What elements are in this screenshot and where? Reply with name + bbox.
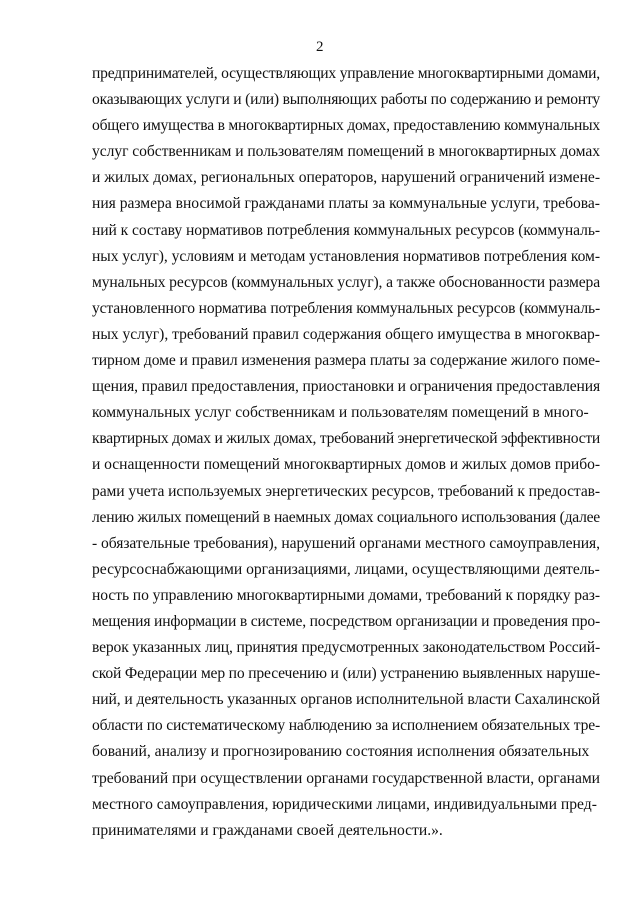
text-line: общего имущества в многоквартирных домах, предоставлению коммунальных	[92, 117, 601, 135]
text-line: и оснащенности помещений многоквартирных домов и жилых домов прибо-	[92, 456, 600, 474]
text-line: и жилых домах, региональных операторов, нарушений ограничений измене-	[92, 169, 600, 187]
text-line: квартирных домах и жилых домах, требований энергетической эффективности	[92, 430, 600, 448]
text-line: ресурсоснабжающими организациями, лицами, осуществляющими деятель-	[92, 560, 600, 578]
text-line: мещения информации в системе, посредством организации и проведения про-	[92, 612, 600, 630]
body-paragraph	[92, 61, 600, 844]
text-line: оказывающих услуги и (или) выполняющих работы по содержанию и ремонту	[92, 91, 600, 109]
text-line: требований при осуществлении органами государственной власти, органами	[92, 769, 600, 787]
text-line: ний, и деятельность указанных органов исполнительной власти Сахалинской	[92, 691, 600, 709]
text-line: ской Федерации мер по пресечению и (или) устранению выявленных наруше-	[92, 665, 600, 683]
text-line: местного самоуправления, юридическими лицами, индивидуальными пред-	[92, 795, 597, 813]
page-number: 2	[316, 39, 324, 55]
text-line: верок указанных лиц, принятия предусмотренных законодательством Россий-	[92, 639, 600, 657]
text-line: коммунальных услуг собственникам и пользователям помещений в много-	[92, 404, 589, 422]
text-line: ных услуг), условиям и методам установления нормативов потребления ком-	[92, 247, 600, 265]
text-line: рами учета используемых энергетических ресурсов, требований к предостав-	[92, 482, 600, 500]
text-line: мунальных ресурсов (коммунальных услуг), а также обоснованности размера	[92, 273, 600, 291]
text-line: установленного норматива потребления коммунальных ресурсов (коммуналь-	[92, 299, 600, 317]
text-line-last: принимателями и гражданами своей деятельности.».	[92, 821, 443, 839]
text-line: предпринимателей, осуществляющих управление многоквартирными домами,	[92, 65, 601, 82]
text-line: тирном доме и правил изменения размера платы за содержание жилого поме-	[92, 352, 600, 370]
text-line: области по систематическому наблюдению за исполнением обязательных тре-	[92, 717, 600, 735]
text-line: щения, правил предоставления, приостановки и ограничения предоставления	[92, 378, 600, 396]
text-line: ний к составу нормативов потребления коммунальных ресурсов (коммуналь-	[92, 221, 600, 239]
text-line: услуг собственникам и пользователям помещений в многоквартирных домах	[92, 143, 600, 161]
text-line: ность по управлению многоквартирными домами, требований к порядку раз-	[92, 586, 600, 604]
text-line: лению жилых помещений в наемных домах социального использования (далее	[92, 508, 600, 526]
text-line: - обязательные требования), нарушений органами местного самоуправления,	[92, 534, 600, 552]
text-line: ния размера вносимой гражданами платы за коммунальные услуги, требова-	[92, 195, 600, 213]
text-line: бований, анализу и прогнозированию состояния исполнения обязательных	[92, 743, 590, 761]
text-line: ных услуг), требований правил содержания общего имущества в многоквар-	[92, 325, 600, 343]
